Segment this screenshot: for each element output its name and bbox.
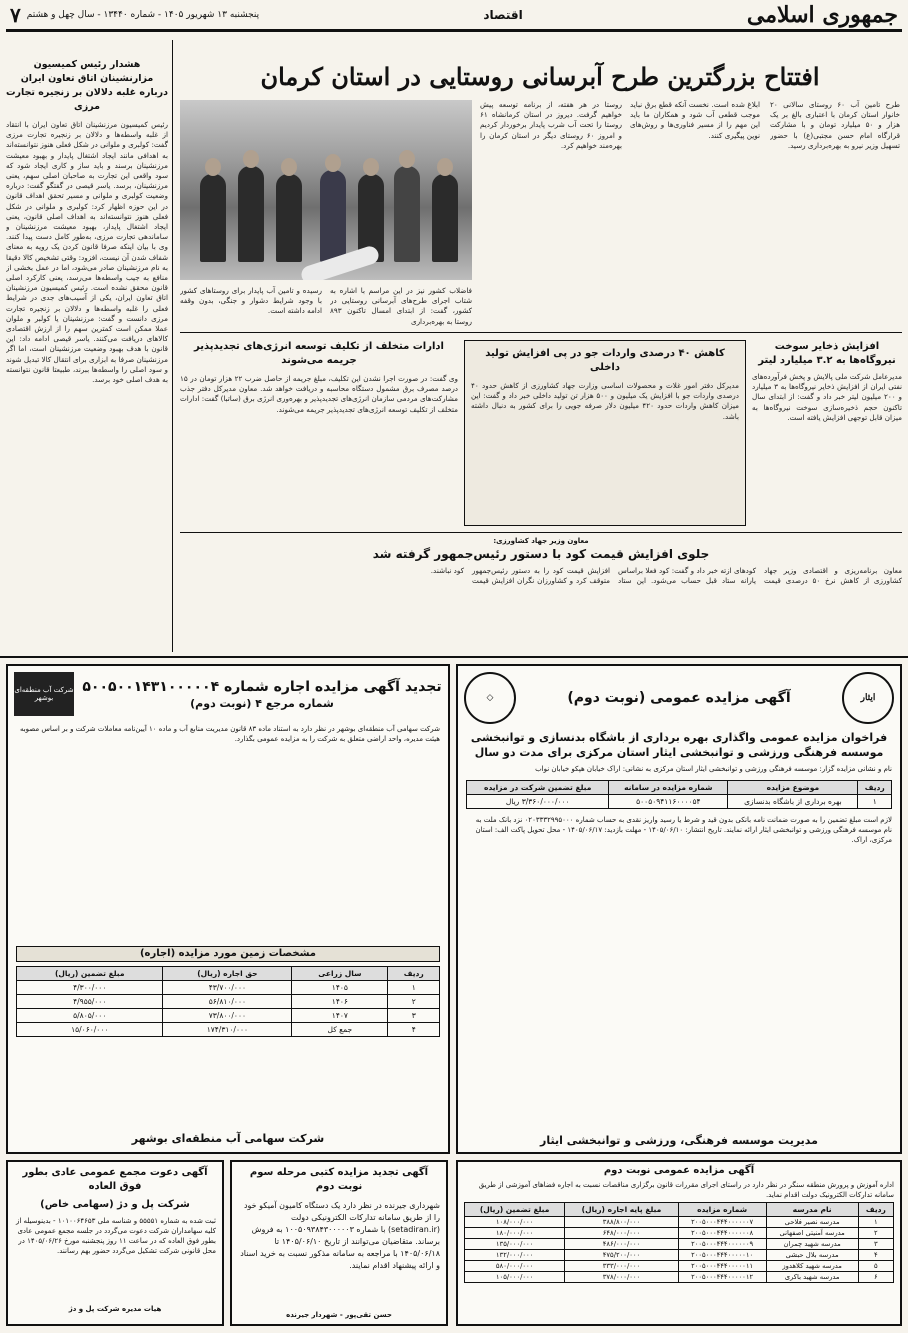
ad-bushehr-text: شرکت سهامی آب منطقه‌ای بوشهر در نظر دارد به استناد ماده ۸۳ قانون مدیریت منابع آب و ماده ۱۰ آیین‌نامه معاملات شرکت و بر اساس مصوبه هیئت مدیره، واحد اراضی متعلق به شرکت را به مزایده عمومی بگذارد.: [19, 725, 440, 743]
ad-isar-subtitle: فراخوان مزایده عمومی واگذاری بهره برداری از باشگاه بدنسازی و توانبخشی موسسه فرهنگی ورزشی و توانبخشی ایثار استان مرکزی برای مدت دو سال: [470, 731, 888, 759]
cell: ۵۸۰/۰۰۰/۰۰۰: [465, 1261, 565, 1272]
ad-jirandeh-title: آگهی تجدید مزایده کتبی مرحله سوم نوبت دوم: [249, 1167, 429, 1192]
cell: ۲۰۰۵۰۰۰۴۴۴۰۰۰۰۰۰۹: [678, 1239, 766, 1250]
th: موضوع مزایده: [728, 781, 858, 795]
issue-info: [10, 3, 259, 27]
cell: ۱۴۰۶: [292, 995, 388, 1009]
cell: ۴۳/۷۰۰/۰۰۰: [163, 981, 292, 995]
cell: ۱۳۲/۰۰۰/۰۰۰: [465, 1250, 565, 1261]
cell: ۲۰۰۵۰۰۰۴۴۴۰۰۰۰۰۱۱: [678, 1261, 766, 1272]
cell: ۴۸۶/۰۰۰/۰۰۰: [565, 1239, 678, 1250]
cell: ۵: [858, 1261, 893, 1272]
cell: مدرسه نصیر فلاحی: [766, 1217, 858, 1228]
table-row: [465, 1228, 894, 1239]
th: شماره مزایده: [678, 1203, 766, 1217]
cell: ۱۰۵/۰۰۰/۰۰۰: [465, 1272, 565, 1283]
th: مبلغ پایه اجاره (ریال): [565, 1203, 678, 1217]
barley-box: [464, 340, 746, 526]
table-row: [465, 1261, 894, 1272]
cell: ۳۷۸/۰۰۰/۰۰۰: [565, 1272, 678, 1283]
cell: ۱۴۰۵: [292, 981, 388, 995]
cell: ۲: [858, 1228, 893, 1239]
ad-bushehr-footer: شرکت سهامی آب منطقه‌ای بوشهر: [131, 1132, 325, 1145]
cell: ۱: [858, 1217, 893, 1228]
ad-jirandeh-text: شهرداری جیرنده در نظر دارد یک دستگاه کامیون آمیکو خود را از طریق سامانه تدارکات الکترونیکی دولت (setadiran.ir) با شماره ۱۰۰۵۰۹۳۸۴۳۰۰۰۰۰۳ به فروش برساند. متقاضیان می‌توانند از تاریخ ۱۴۰۵/۰۶/۱۰ تا ۱۴۰۵/۰۶/۱۸ با مراجعه به سامانه مذکور نسبت به خرید اسناد و ارائه پیشنهاد اقدام نمایند.: [240, 1201, 440, 1270]
left-article: [6, 58, 168, 680]
cell: ۴: [388, 1023, 440, 1037]
cell: ۵۰۰۵۰۹۴۱۱۶۰۰۰۰۵۴: [609, 795, 728, 809]
renewables-title: ادارات متخلف از تکلیف توسعه انرژی‌های تجدیدپذیر جریمه می‌شوند: [194, 341, 444, 366]
cell: ۵/۸۰۵/۰۰۰: [17, 1009, 163, 1023]
cell: ۴: [858, 1250, 893, 1261]
isar-logo: ایثار: [842, 672, 894, 724]
fertilizer-kicker: معاون وزیر جهاد کشاورزی:: [493, 537, 589, 545]
th: مبلغ تضمین شرکت در مزایده: [467, 781, 609, 795]
ad-sangar-table: [464, 1202, 894, 1283]
th: مبلغ تضمین (ریال): [17, 967, 163, 981]
table-row: [17, 981, 440, 995]
cell: ۶۴۸/۰۰۰/۰۰۰: [565, 1228, 678, 1239]
cell: ۵۶/۸۱۰/۰۰۰: [163, 995, 292, 1009]
ad-jirandeh-footer: حسن تقی‌پور - شهردار جیرنده: [286, 1311, 392, 1319]
lead-photo: [180, 100, 472, 280]
cell: ۱۰۸/۰۰۰/۰۰۰: [465, 1217, 565, 1228]
ad-pol-dezh: [6, 1160, 224, 1326]
cell: مدرسه شهید باکری: [766, 1272, 858, 1283]
th: شماره مزایده در سامانه: [609, 781, 728, 795]
cell: ۱۴۰۷: [292, 1009, 388, 1023]
newspaper-logo: جمهوری اسلامی: [746, 1, 898, 28]
cell: ۱۳۵/۰۰۰/۰۰۰: [465, 1239, 565, 1250]
left-article-title: هشدار رئیس کمیسیون مزارنشینان اتاق تعاون ایران درباره غلبه دلالان بر زنجیره تجارت مرزی: [6, 59, 168, 112]
masthead: [6, 0, 902, 32]
cell: ۷۳/۸۰۰/۰۰۰: [163, 1009, 292, 1023]
ad-bushehr-table: [16, 966, 440, 1037]
lead-caption: فاضلاب کشور نیز در این مراسم با اشاره به شتاب اجرای طرح‌های آبرسانی روستایی در کشور، گفت: از ابتدای امسال تاکنون ۸۹۳ روستا به بهره‌برداری: [330, 286, 472, 326]
th: ردیف: [858, 781, 892, 795]
cell: جمع کل: [292, 1023, 388, 1037]
table-row: [17, 1023, 440, 1037]
th: ردیف: [858, 1203, 893, 1217]
ad-isar-intro: نام و نشانی مزایده گزار: موسسه فرهنگی ورزشی و توانبخشی ایثار استان مرکزی به نشانی: اراک خیابان هپکو خیابان نواب: [535, 765, 892, 773]
table-row: [465, 1250, 894, 1261]
barley-title: کاهش ۴۰ درصدی واردات جو در پی افزایش تولید داخلی: [485, 348, 725, 373]
lead-body-col-2: ابلاغ شده است. نخست آنکه قطع برق نباید موجب قطعی آب شود و همکاران ما باید این مهم را از مسیر فناوری‌ها و روش‌های نوین پیگیری کنند.: [630, 100, 760, 140]
cell: ۲۰۰۵۰۰۰۴۴۴۰۰۰۰۰۰۷: [678, 1217, 766, 1228]
cell: ۳: [858, 1239, 893, 1250]
cell: ۲۰۰۵۰۰۰۴۴۴۰۰۰۰۰۱۲: [678, 1272, 766, 1283]
table-row: [465, 1272, 894, 1283]
fertilizer-article: [180, 536, 902, 646]
issue-date: پنجشنبه ۱۳ شهریور ۱۴۰۵ - شماره ۱۳۴۴۰ - سال چهل و هشتم: [26, 9, 260, 20]
fuel-article-body: مدیرعامل شرکت ملی پالایش و پخش فرآورده‌های نفتی ایران از افزایش ذخایر نیروگاه‌ها به ۳ میلیارد و ۲۰۰ میلیون لیتر خبر داد و گفت: از ابتدای سال تاکنون حجم ذخیره‌سازی سوخت نیروگاه‌ها به میزان قابل توجهی افزایش یافته است.: [752, 372, 902, 422]
table-row: [465, 1217, 894, 1228]
th: سال زراعی: [292, 967, 388, 981]
cell: ۱۵/۰۶۰/۰۰۰: [17, 1023, 163, 1037]
bushehr-logo: شرکت آب منطقه‌ای بوشهر: [14, 672, 74, 716]
cell: ۳۸۸/۸۰۰/۰۰۰: [565, 1217, 678, 1228]
cell: ۴/۹۵۵/۰۰۰: [17, 995, 163, 1009]
ad-sangar-schools: [456, 1160, 902, 1326]
ad-pol-footer: هیات مدیره شرکت پل و دژ: [68, 1305, 162, 1313]
ad-bushehr-subtitle: شماره مرجع ۴ (نوبت دوم): [190, 696, 334, 710]
th: مبلغ تضمین (ریال): [465, 1203, 565, 1217]
cell: ۴/۳۰۰/۰۰۰: [17, 981, 163, 995]
cell: ۱۷۴/۳۱۰/۰۰۰: [163, 1023, 292, 1037]
lead-body-col-3: روستا در هر هفته، از برنامه توسعه پیش خواهیم گرفت. دیروز در استان کرمانشاه ۶۱ روستا را تحت آب شرب پایدار برخوردار کردیم و امروز ۶۰ روستای دیگر در استان کرمان را بهره‌مند خواهیم کرد.: [480, 100, 622, 150]
fertilizer-body: معاون برنامه‌ریزی و اقتصادی وزیر جهاد کشاورزی از کاهش نرخ ۵۰ درصدی قیمت کودهای ازته خبر داد و گفت: کود فعلا براساس یارانه ستاد قبل حساب می‌شود. این ستاد افزایش قیمت کود را به دستور رئیس‌جمهور متوقف کرد و کشاورزان نگران افزایش قیمت کود نباشند.: [430, 566, 902, 586]
cell: ۴۷۵/۲۰۰/۰۰۰: [565, 1250, 678, 1261]
ad-pol-sub: شرکت پل و دژ (سهامی خاص): [40, 1199, 190, 1210]
ad-isar-auction: [456, 664, 902, 1154]
cell: ۱۸۰/۰۰۰/۰۰۰: [465, 1228, 565, 1239]
fuel-article: [752, 340, 902, 552]
barley-body: مدیرکل دفتر امور غلات و محصولات اساسی وزارت جهاد کشاورزی از کاهش حدود ۴۰ درصدی واردات جو با افزایش یک میلیون و ۵۰۰ هزار تن تولید داخلی خبر داد و گفت: این میزان کاهش واردات حدود ۴۲۰ میلیون دلار صرفه جویی را برای کشور به دنبال داشته باشد.: [471, 381, 739, 421]
section-title: اقتصاد: [483, 7, 523, 22]
cell: مدرسه آمنیتی اصفهانی: [766, 1228, 858, 1239]
renewables-article: [180, 340, 458, 524]
cell: ۱: [858, 795, 892, 809]
lead-body-col-1: طرح تامین آب ۶۰ روستای سالانی ۲۰ خانوار استان کرمان با اعتباری بالغ بر یک هزار و ۵۰ میلیارد تومان و با مشارکت قرارگاه امام حسن مجتبی(ع) با حضور تسهیل وزیر نیرو به بهره‌برداری رسید.: [770, 100, 900, 150]
cell: ۱: [388, 981, 440, 995]
ad-sangar-title: آگهی مزایده عمومی نوبت دوم: [603, 1165, 755, 1176]
ad-pol-title: آگهی دعوت مجمع عمومی عادی بطور فوق العاده: [22, 1167, 208, 1192]
lead-caption-2: رسیده و تامین آب پایدار برای روستاهای کشور با وجود شرایط دشوار و جنگی، بدون وقفه ادامه داشته است.: [180, 286, 322, 316]
ad-bushehr-water: [6, 664, 450, 1154]
cell: بهره برداری از باشگاه بدنسازی: [728, 795, 858, 809]
table-row: [467, 795, 892, 809]
ad-bushehr-specs-title: مشخصات زمین مورد مزایده (اجاره): [16, 946, 440, 962]
fertilizer-title: جلوی افزایش قیمت کود با دستور رئیس‌جمهور گرفته شد: [372, 547, 710, 561]
cell: ۳/۳۶۰/۰۰۰/۰۰۰ ریال: [467, 795, 609, 809]
cell: ۲۰۰۵۰۰۰۴۴۴۰۰۰۰۰۱۰: [678, 1250, 766, 1261]
th: حق اجاره (ریال): [163, 967, 292, 981]
left-article-body: رئیس کمیسیون مرزنشینان اتاق تعاون ایران با انتقاد از غلبه واسطه‌ها و دلالان بر زنجیره تجارت مرزی گفت: کولبری و ملوانی در شکل فعلی هنوز نتوانسته‌اند به اهدافی مانند ایجاد اشتغال پایدار و بهبود معیشت مرزنشینان برسند و باید ساز و کاری ایجاد شود که سود واقعی این تجارت به صاحبان اصلی سهم، یعنی مرزنشینان، برسد. یاسر قیصی در گفتگو گفت: درباره وضعیت کولبری و ملوانی و مسیر تحقق اهداف قانون در این حوزه اظهار کرد: کولبری و ملوانی در شکل فعلی هنوز نتوانسته‌اند به اهداف اصلی قانون، یعنی ایجاد اشتغال پایدار، بهبود معیشت مرزنشینان و ساماندهی تجارت مرزی، به‌طور کامل دست پیدا کنند. وی با بیان اینکه صرفا قانون کردن یک رویه به معنای شفاف شدن آن نیست، افزود: وقتی تشخیص کالا دقیقا به نام مرزنشینان صادر می‌شود، اما در عمل بخشی از منافع به جیب واسطه‌ها می‌رسد، یعنی کارکرد اصلی قانون محقق نشده است. رئیس کمیسیون مرزنشینان اتاق تعاون ایران، یکی از آسیب‌های جدی در شرایط فعلی را غلبه واسطه‌ها و دلالان بر زنجیره تجارت مرزی دانست و گفت: مرزنشینان یا کولبر و ملوان عملا ممکن است کمترین سهم را از ارزش اقتصادی کالاهای دریافت می‌کنند. یاسر قیصی ادامه داد: این قانون با هدف بهبود وضعیت مرزنشینان است، اما اگر مرزنشینان صرفا به ابزاری برای انتقال کالا تبدیل شوند و سود اصلی را واسطه‌ها ببرند، طبیعتا قانون نتوانسته به هدف اصلی خود برسد.: [6, 120, 168, 385]
fuel-article-title: افزایش ذخایر سوخت نیروگاه‌ها به ۳.۲ میلیارد لیتر: [758, 341, 896, 366]
cell: مدرسه شهید چمران: [766, 1239, 858, 1250]
table-row: [17, 995, 440, 1009]
ad-isar-title: آگهی مزایده عمومی (نوبت دوم): [567, 690, 791, 706]
ad-isar-details: لازم است مبلغ تضمین را به صورت ضمانت نامه بانکی بدون قید و شرط یا رسید واریز نقدی به حساب شماره ۰۲۰۳۳۳۲۹۹۵۰۰۰ نزد بانک ملت به نام موسسه فرهنگی ورزشی و توانبخشی ایثار ارائه نمایند. تاریخ انتشار: ۱۴۰۵/۰۶/۱۰ - مهلت بازدید: ۱۴۰۵/۰۶/۱۷ - محل تحویل پاکت الف: استان مرکزی، اراک.: [475, 816, 892, 844]
ad-isar-footer: مدیریت موسسه فرهنگی، ورزشی و توانبخشی ایثار: [540, 1134, 818, 1147]
table-row: [465, 1239, 894, 1250]
ad-bushehr-title: تجدید آگهی مزایده اجاره شماره ۵۰۰۵۰۰۱۴۳۱۰۰۰۰۰۴: [82, 678, 442, 695]
cell: ۲۰۰۵۰۰۰۴۴۴۰۰۰۰۰۰۸: [678, 1228, 766, 1239]
ad-isar-table: [466, 780, 892, 809]
th: ردیف: [388, 967, 440, 981]
cell: مدرسه بلال حبشی: [766, 1250, 858, 1261]
cell: ۳: [388, 1009, 440, 1023]
cell: ۳۳۳/۰۰۰/۰۰۰: [565, 1261, 678, 1272]
ad-sangar-text: اداره آموزش و پرورش منطقه سنگر در نظر دارد در راستای اجرای مقررات قانون برگزاری مناقصات نسبت به اجاره فضاهای آموزشی از طریق سامانه تدارکات الکترونیک دولت اقدام نماید.: [478, 1181, 894, 1199]
th: نام مدرسه: [766, 1203, 858, 1217]
renewables-body: وی گفت: در صورت اجرا نشدن این تکلیف، مبلغ جریمه از حاصل ضرب ۲۲ هزار تومان در ۱۵ درصد مصرف برق مشمول دستگاه محاسبه و دریافت خواهد شد. معاون مدیرکل دفتر جذب مشارکت‌های مردمی سازمان انرژی‌های تجدیدپذیر و بهره‌وری انرژی برق (ساتبا) گفت: ادارات متخلف از تکلیف توسعه انرژی‌های تجدیدپذیر جریمه می‌شوند.: [180, 374, 458, 414]
ad-jirandeh: [230, 1160, 448, 1326]
cell: ۲: [388, 995, 440, 1009]
table-row: [17, 1009, 440, 1023]
page-number: ۷: [10, 2, 21, 27]
lead-headline: افتتاح بزرگترین طرح آبرسانی روستایی در استان کرمان: [260, 62, 820, 91]
isar-logo-2: ◇: [464, 672, 516, 724]
ad-pol-text: ثبت شده به شماره ۵۵۵۵۱ و شناسه ملی ۱۰۱۰۰۶۴۶۵۳ - بدینوسیله از کلیه سهامداران شرکت دعوت می‌گردد در جلسه مجمع عمومی عادی بطور فوق العاده که در ساعت ۱۱ روز پنجشنبه مورخ ۱۴۰۵/۰۶/۲۶ در محل قانونی شرکت تشکیل می‌گردد حضور بهم رسانند.: [15, 1217, 216, 1255]
cell: ۶: [858, 1272, 893, 1283]
cell: مدرسه شهید کلاهدوز: [766, 1261, 858, 1272]
lead-headline-wrap: [180, 62, 900, 92]
